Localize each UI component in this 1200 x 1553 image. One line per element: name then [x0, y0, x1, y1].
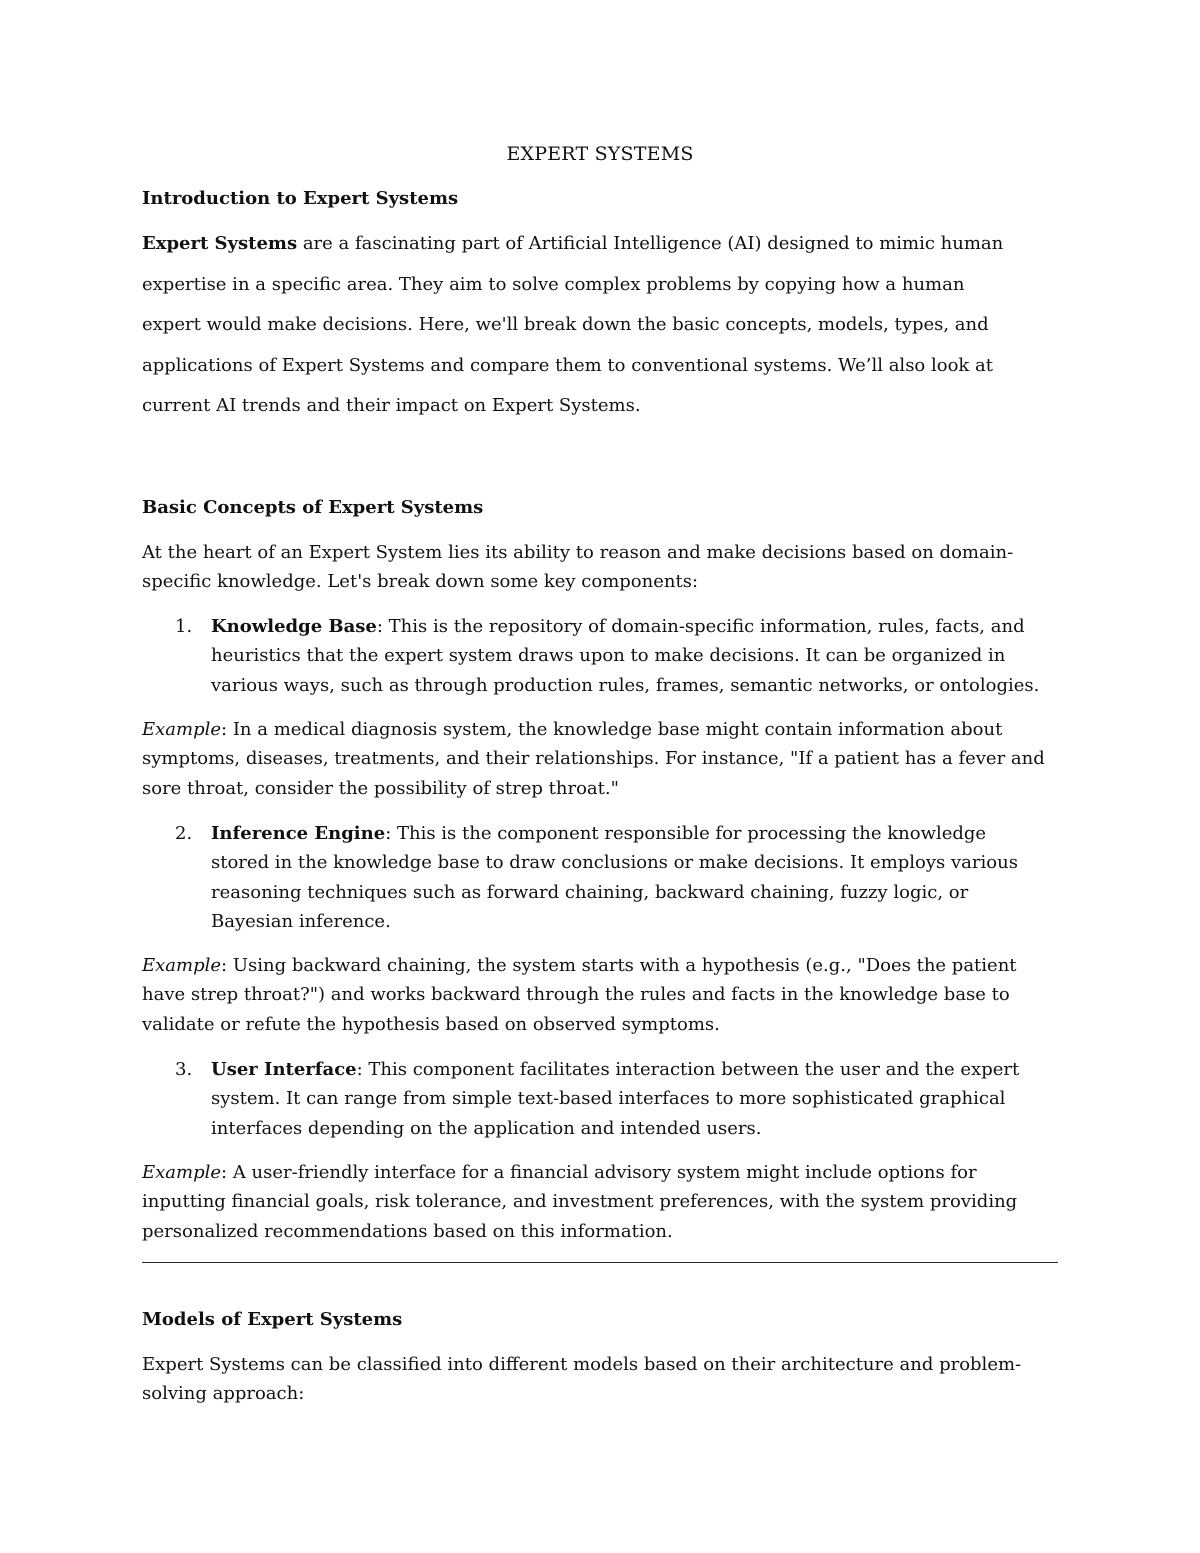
heading-introduction: Introduction to Expert Systems	[142, 188, 459, 209]
list-number-2: 2.	[175, 823, 193, 844]
inference-engine-line-1	[211, 823, 986, 844]
inference-engine-line-2: stored in the knowledge base to draw conclusions or make decisions. It employs various	[211, 852, 1018, 873]
user-interface-line-3: interfaces depending on the application and intended users.	[211, 1118, 762, 1139]
heading-models: Models of Expert Systems	[142, 1309, 403, 1330]
knowledge-base-line-1-text: : This is the repository of domain-specific information, rules, facts, and	[376, 616, 1025, 637]
heading-basic-concepts: Basic Concepts of Expert Systems	[142, 497, 484, 518]
horizontal-rule	[142, 1262, 1058, 1263]
models-line-1: Expert Systems can be classified into different models based on their architecture and problem-	[142, 1354, 1022, 1375]
example-label-1: Example	[142, 719, 222, 740]
list-number-3: 3.	[175, 1059, 193, 1080]
example-1-line-2: symptoms, diseases, treatments, and their relationships. For instance, "If a patient has a fever and	[142, 748, 1045, 769]
inference-engine-line-1-text: : This is the component responsible for processing the knowledge	[385, 823, 987, 844]
list-number-1: 1.	[175, 616, 193, 637]
inference-engine-line-3: reasoning techniques such as forward chaining, backward chaining, fuzzy logic, or	[211, 882, 969, 903]
term-knowledge-base: Knowledge Base	[211, 616, 377, 637]
example-3-line-3: personalized recommendations based on this information.	[142, 1221, 673, 1242]
example-3-line-2: inputting financial goals, risk tolerance, and investment preferences, with the system providing	[142, 1191, 1018, 1212]
example-3-line-1	[142, 1162, 977, 1183]
intro-line-4: applications of Expert Systems and compare them to conventional systems. We’ll also look at	[142, 355, 994, 376]
knowledge-base-line-3: various ways, such as through production rules, frames, semantic networks, or ontologies.	[211, 675, 1040, 696]
models-line-2: solving approach:	[142, 1383, 305, 1404]
user-interface-line-1-text: : This component facilitates interaction between the user and the expert	[356, 1059, 1020, 1080]
intro-lead-bold: Expert Systems	[142, 233, 298, 254]
knowledge-base-line-1	[211, 616, 1025, 637]
intro-line-1	[142, 233, 1003, 254]
example-1-line-1-text: : In a medical diagnosis system, the knowledge base might contain information about	[221, 719, 1003, 740]
intro-line-5: current AI trends and their impact on Expert Systems.	[142, 395, 641, 416]
intro-line-1-text: are a fascinating part of Artificial Intelligence (AI) designed to mimic human	[297, 233, 1004, 254]
user-interface-line-1	[211, 1059, 1019, 1080]
intro-line-3: expert would make decisions. Here, we'll break down the basic concepts, models, types, and	[142, 314, 989, 335]
basic-line-1: At the heart of an Expert System lies its ability to reason and make decisions based on domain-	[142, 542, 1014, 563]
example-1-line-1	[142, 719, 1002, 740]
intro-line-2: expertise in a specific area. They aim to solve complex problems by copying how a human	[142, 274, 965, 295]
example-label-2: Example	[142, 955, 222, 976]
example-2-line-3: validate or refute the hypothesis based on observed symptoms.	[142, 1014, 720, 1035]
example-2-line-1	[142, 955, 1017, 976]
example-2-line-1-text: : Using backward chaining, the system starts with a hypothesis (e.g., "Does the patient	[221, 955, 1017, 976]
inference-engine-line-4: Bayesian inference.	[211, 911, 391, 932]
user-interface-line-2: system. It can range from simple text-based interfaces to more sophisticated graphical	[211, 1088, 1006, 1109]
example-label-3: Example	[142, 1162, 222, 1183]
basic-line-2: specific knowledge. Let's break down some key components:	[142, 571, 699, 592]
document-title: EXPERT SYSTEMS	[506, 143, 694, 165]
term-inference-engine: Inference Engine	[211, 823, 386, 844]
example-1-line-3: sore throat, consider the possibility of strep throat."	[142, 778, 619, 799]
example-3-line-1-text: : A user-friendly interface for a financial advisory system might include options for	[221, 1162, 977, 1183]
knowledge-base-line-2: heuristics that the expert system draws upon to make decisions. It can be organized in	[211, 645, 1006, 666]
example-2-line-2: have strep throat?") and works backward through the rules and facts in the knowledge base to	[142, 984, 1010, 1005]
term-user-interface: User Interface	[211, 1059, 357, 1080]
